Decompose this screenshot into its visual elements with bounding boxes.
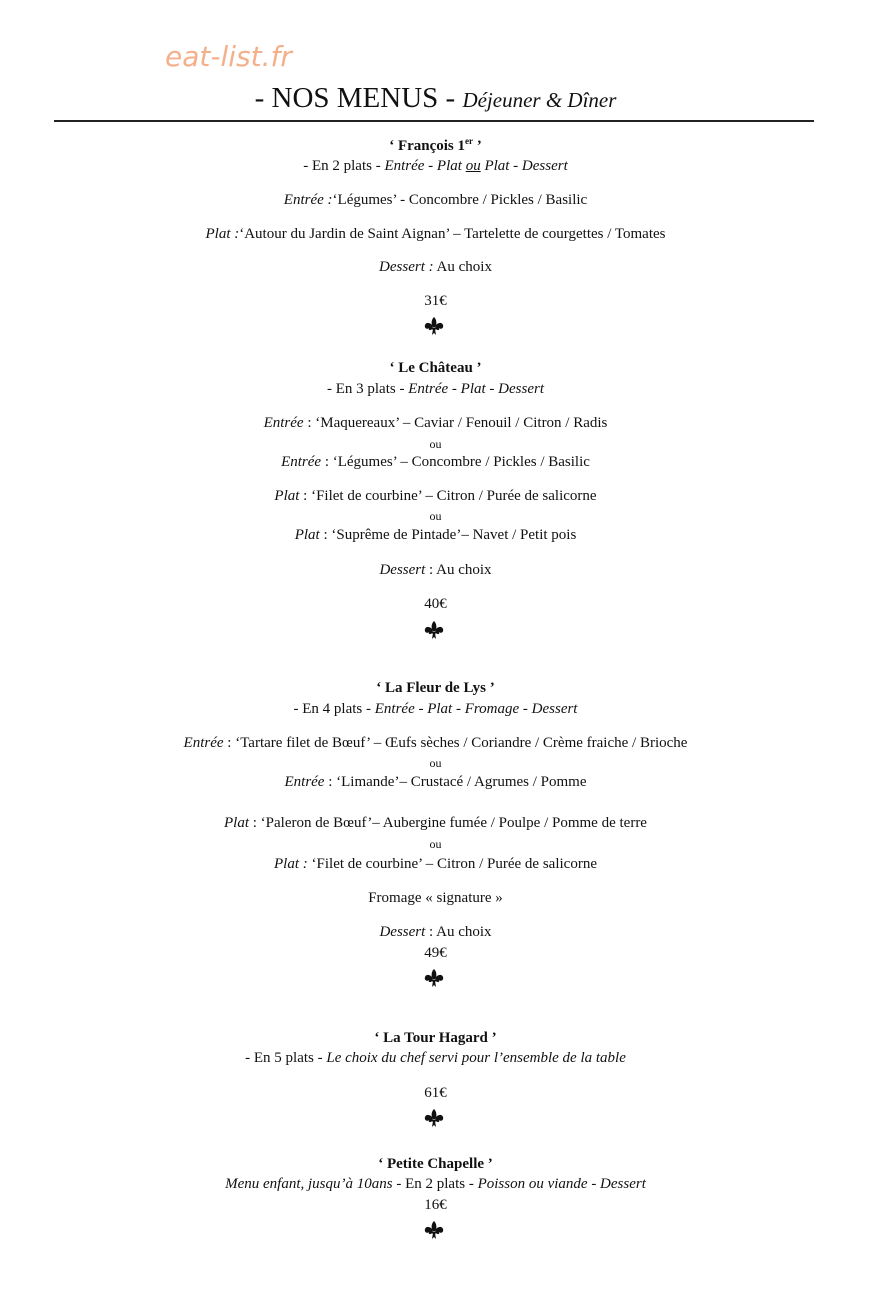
format-italic: Menu enfant, jusqu’à 10ans xyxy=(225,1176,393,1192)
menu-chateau-plat-1 xyxy=(0,488,871,505)
page-title xyxy=(0,82,871,115)
menu-francois-price: 31€ xyxy=(424,293,447,309)
course-label: Entrée xyxy=(263,415,304,431)
menu-chateau-or-1: ou xyxy=(429,437,442,451)
menu-tour-hagard-price: 61€ xyxy=(424,1085,447,1101)
course-label: Entrée xyxy=(183,735,224,751)
course-label: Dessert : xyxy=(379,259,434,275)
course-text: : ‘Paleron de Bœuf’– Aubergine fumée / Poulpe / Pomme de terre xyxy=(249,815,647,831)
menu-chateau-dessert xyxy=(0,562,871,579)
menu-chateau-price: 40€ xyxy=(424,596,447,612)
format-italic-2: Plat - Dessert xyxy=(480,158,568,174)
format-text: - En 2 plats - xyxy=(392,1176,478,1192)
course-text: : ‘Tartare filet de Bœuf’ – Œufs sèches / Coriandre / Crème fraiche / Brioche xyxy=(223,735,688,751)
course-text: ‘Légumes’ - Concombre / Pickles / Basilic xyxy=(332,192,588,208)
course-label: Entrée xyxy=(281,454,322,470)
menu-chateau-plat-2 xyxy=(0,527,871,544)
menu-fleur-de-lys-entree-1 xyxy=(0,735,871,752)
menu-name-end: ’ xyxy=(473,138,482,154)
course-text: : ‘Filet de courbine’ – Citron / Purée de salicorne xyxy=(299,488,597,504)
title-main: - NOS MENUS - xyxy=(254,82,456,114)
format-underline: ou xyxy=(465,158,481,174)
menu-fleur-de-lys-format xyxy=(0,701,871,718)
menu-chateau-entree-2 xyxy=(0,454,871,471)
menu-name-sup: er xyxy=(465,136,474,146)
course-text: ‘Autour du Jardin de Saint Aignan’ – Tartelette de courgettes / Tomates xyxy=(239,226,666,242)
menu-petite-chapelle-title: ‘ Petite Chapelle ’ xyxy=(378,1156,493,1172)
menu-francois-dessert xyxy=(0,259,871,276)
fleur-de-lis-icon xyxy=(424,1108,444,1128)
course-label: Plat : xyxy=(205,226,240,242)
menu-fleur-de-lys-or-2: ou xyxy=(429,837,442,851)
menu-petite-chapelle-format xyxy=(0,1176,871,1193)
course-label: Plat xyxy=(294,527,320,543)
format-italic-2: Poisson ou viande - Dessert xyxy=(477,1176,646,1192)
format-text: - En 4 plats - xyxy=(293,701,375,717)
menu-francois-entree xyxy=(0,192,871,209)
menu-chateau-title: ‘ Le Château ’ xyxy=(389,360,482,376)
format-italic: Le choix du chef servi pour l’ensemble de la table xyxy=(326,1050,626,1066)
course-label: Plat : xyxy=(274,856,308,872)
course-label: Entrée xyxy=(284,774,325,790)
fleur-de-lis-icon xyxy=(424,316,444,336)
menu-chateau-format xyxy=(0,381,871,398)
menu-chateau-or-2: ou xyxy=(429,509,442,523)
menu-fleur-de-lys-or-1: ou xyxy=(429,756,442,770)
menu-fleur-de-lys-title: ‘ La Fleur de Lys ’ xyxy=(376,680,495,696)
menu-fleur-de-lys-dessert xyxy=(0,924,871,941)
course-text: Au choix xyxy=(433,259,492,275)
course-label: Entrée : xyxy=(283,192,333,208)
format-text: - En 2 plats - xyxy=(303,158,385,174)
title-subtitle: Déjeuner & Dîner xyxy=(462,88,617,112)
course-label: Dessert xyxy=(379,562,426,578)
menu-francois-title xyxy=(0,136,871,155)
menu-name: ‘ François 1 xyxy=(389,138,466,154)
format-italic: Entrée - Plat xyxy=(384,158,466,174)
menu-tour-hagard-format xyxy=(0,1050,871,1067)
course-label: Plat xyxy=(274,488,300,504)
format-italic: Entrée - Plat - Fromage - Dessert xyxy=(374,701,578,717)
menu-fleur-de-lys-fromage: Fromage « signature » xyxy=(368,890,503,906)
course-text: ‘Filet de courbine’ – Citron / Purée de salicorne xyxy=(307,856,597,872)
menu-fleur-de-lys-price: 49€ xyxy=(424,945,447,961)
menu-fleur-de-lys-plat-1 xyxy=(0,815,871,832)
course-text: : ‘Maquereaux’ – Caviar / Fenouil / Citron / Radis xyxy=(303,415,608,431)
format-text: - En 5 plats - xyxy=(245,1050,327,1066)
menu-fleur-de-lys-plat-2 xyxy=(0,856,871,873)
course-text: : Au choix xyxy=(425,924,492,940)
fleur-de-lis-icon xyxy=(424,1220,444,1240)
course-label: Dessert xyxy=(379,924,426,940)
menu-francois-plat xyxy=(0,226,871,243)
fleur-de-lis-icon xyxy=(424,968,444,988)
course-text: : Au choix xyxy=(425,562,492,578)
format-text: - En 3 plats - xyxy=(326,381,409,397)
menu-francois-format xyxy=(0,158,871,175)
course-text: : ‘Suprême de Pintade’– Navet / Petit pois xyxy=(319,527,577,543)
menu-chateau-entree-1 xyxy=(0,415,871,432)
fleur-de-lis-icon xyxy=(424,620,444,640)
title-divider xyxy=(54,120,814,122)
menu-tour-hagard-title: ‘ La Tour Hagard ’ xyxy=(374,1030,497,1046)
course-label: Plat xyxy=(224,815,250,831)
watermark: eat-list.fr xyxy=(165,40,292,73)
menu-fleur-de-lys-entree-2 xyxy=(0,774,871,791)
course-text: : ‘Légumes’ – Concombre / Pickles / Basilic xyxy=(321,454,590,470)
menu-petite-chapelle-price: 16€ xyxy=(424,1197,447,1213)
course-text: : ‘Limande’– Crustacé / Agrumes / Pomme xyxy=(324,774,587,790)
format-italic: Entrée - Plat - Dessert xyxy=(408,381,545,397)
